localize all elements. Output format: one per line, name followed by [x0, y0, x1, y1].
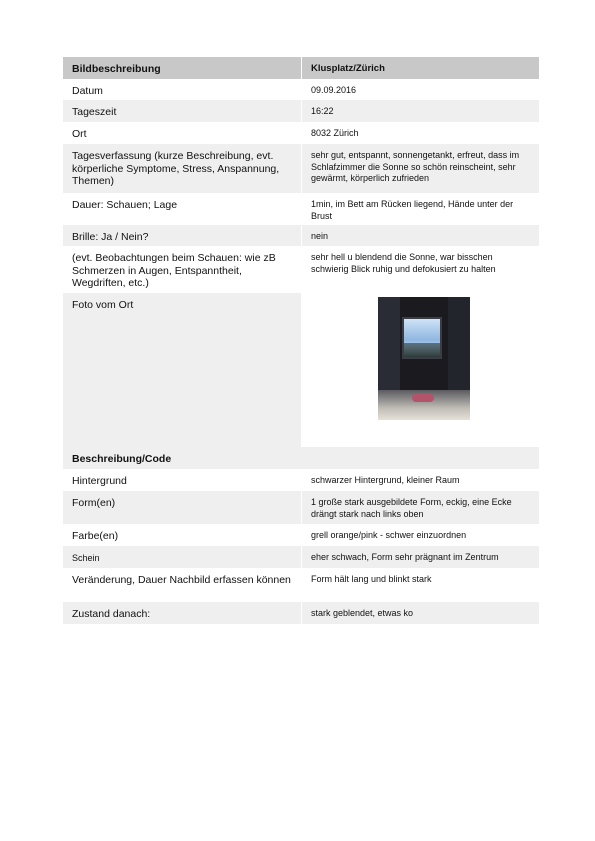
row-label: Datum [72, 85, 103, 97]
row-value: 1min, im Bett am Rücken liegend, Hände unter der Brust [301, 193, 539, 225]
row-label: Tagesverfassung (kurze Beschreibung, evt. körperliche Symptome, Stress, Anspannung, Themen) [72, 150, 280, 187]
header-right: Klusplatz/Zürich [301, 57, 539, 79]
row-value: Form hält lang und blinkt stark [301, 568, 539, 602]
row-value: schwarzer Hintergrund, kleiner Raum [301, 469, 539, 491]
table-row [63, 469, 539, 491]
header-left: Bildbeschreibung [72, 63, 161, 75]
row-value: 09.09.2016 [301, 79, 539, 100]
table-row [63, 144, 539, 193]
row-value: stark geblendet, etwas ko [301, 602, 539, 624]
table-row [63, 524, 539, 546]
row-label: Schein [72, 553, 100, 563]
row-value: 8032 Zürich [301, 122, 539, 144]
row-label: Form(en) [72, 497, 116, 509]
section-header-row [63, 447, 539, 469]
table-row [63, 602, 539, 624]
row-label: Hintergrund [72, 475, 127, 487]
photo-cell [301, 293, 539, 426]
row-value: nein [301, 225, 539, 246]
table-row [63, 193, 539, 225]
table-row [63, 225, 539, 246]
row-value: 16:22 [301, 100, 539, 122]
row-value: eher schwach, Form sehr prägnant im Zentrum [301, 546, 539, 568]
row-value: grell orange/pink - schwer einzuordnen [301, 524, 539, 546]
table-row [63, 568, 539, 602]
table-row [63, 491, 539, 524]
row-label: (evt. Beobachtungen beim Schauen: wie zB Schmerzen in Augen, Entspanntheit, Wegdriften, etc.) [72, 252, 276, 289]
row-label: Veränderung, Dauer Nachbild erfassen können [72, 574, 291, 586]
table-header-row [63, 57, 539, 79]
table-row [63, 122, 539, 144]
observation-table [63, 57, 539, 624]
section-header: Beschreibung/Code [72, 453, 172, 465]
table-row [63, 100, 539, 122]
row-label: Zustand danach: [72, 608, 151, 620]
row-value: sehr hell u blendend die Sonne, war bisschen schwierig Blick ruhig und defokusiert zu halten [301, 246, 539, 293]
row-label: Farbe(en) [72, 530, 119, 542]
row-label: Foto vom Ort [63, 293, 301, 426]
row-label: Brille: Ja / Nein? [72, 231, 149, 243]
spacer-row [63, 426, 539, 447]
row-label: Ort [72, 128, 87, 140]
table-row-photo [63, 293, 539, 426]
row-value: sehr gut, entspannt, sonnengetankt, erfreut, dass im Schlafzimmer die Sonne so schön reinscheint, sehr gewärmt, körperlich zufrieden [301, 144, 539, 193]
room-photo [378, 297, 470, 420]
row-label: Dauer: Schauen; Lage [72, 199, 178, 211]
table-row [63, 79, 539, 100]
table-row [63, 546, 539, 568]
table-row [63, 246, 539, 293]
row-label: Tageszeit [72, 106, 117, 118]
row-value: 1 große stark ausgebildete Form, eckig, eine Ecke drängt stark nach links oben [301, 491, 539, 524]
